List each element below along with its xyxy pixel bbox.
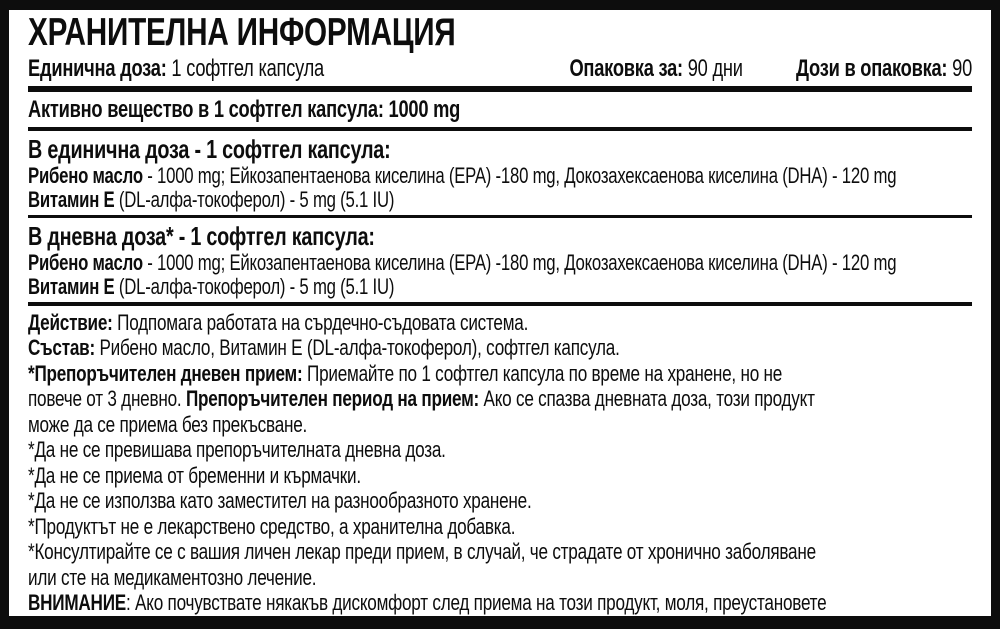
doses-per-package-value: 90 (947, 55, 973, 82)
ingredient-name: Витамин Е (28, 274, 115, 299)
ingredient-detail: (DL-алфа-токоферол) - 5 mg (5.1 IU) (114, 186, 395, 212)
divider-thick (28, 86, 972, 92)
intake-line-1 (28, 361, 972, 387)
intake-label: *Препоръчителен дневен прием: (28, 360, 303, 386)
attention-line (28, 590, 972, 616)
ingredient-name: Витамин Е (28, 186, 115, 212)
unit-dose-section-heading: В единична доза - 1 софтгел капсула: (28, 133, 391, 164)
ingredient-row-fish-oil (28, 164, 972, 188)
ingredient-row-vitamin-e (28, 275, 972, 299)
ingredient-detail: (DL-алфа-токоферол) - 5 mg (5.1 IU) (114, 274, 395, 299)
intake-line-2 (28, 386, 972, 412)
daily-dose-section-heading: В дневна доза* - 1 софтгел капсула: (28, 221, 375, 251)
package-duration-label: Опаковка за: (569, 55, 683, 82)
composition-label: Състав: (28, 335, 95, 360)
ingredient-row-vitamin-e (28, 188, 972, 212)
intake-text: повече от 3 дневно. (28, 386, 186, 411)
doses-per-package (796, 54, 972, 83)
warning-item: *Да не се приема от бременни и кърмачки. (28, 462, 361, 488)
period-label: Препоръчителен период на прием: (185, 386, 479, 411)
unit-dose-section (28, 135, 972, 212)
attention-label: ВНИМАНИЕ (28, 590, 126, 615)
active-substance-line: Активно вещество в 1 софтгел капсула: 1000 mg (28, 96, 461, 123)
ingredient-row-fish-oil (28, 251, 972, 275)
warning-item: *Да не се превишава препоръчителната дневна доза. (28, 437, 446, 462)
intake-line-3: може да се приема без прекъсване. (28, 411, 308, 437)
header-row (28, 54, 972, 83)
ingredient-detail: - 1000 mg; Ейкозапентаенова киселина (EPA) -180 mg, Докозахексаенова киселина (DHA) - 120 mg (142, 250, 897, 275)
ingredient-name: Рибено масло (28, 162, 143, 188)
label-content (28, 11, 973, 629)
action-line (28, 310, 972, 336)
storage-line (28, 616, 972, 629)
action-label: Действие: (28, 309, 113, 335)
warning-item: *Продуктът не е лекарствено средство, а хранителна добавка. (28, 513, 516, 539)
period-text: Ако се спазва дневната доза, този продукт (478, 386, 815, 411)
ingredient-name: Рибено масло (28, 250, 143, 275)
unit-dose-label: Единична доза: (28, 55, 167, 82)
unit-dose (28, 54, 324, 83)
attention-text-cont: приема. (28, 615, 95, 629)
information-block (28, 310, 972, 629)
divider (28, 215, 972, 219)
doses-per-package-label: Дози в опаковка: (796, 55, 948, 82)
package-duration-value: 90 дни (682, 55, 743, 82)
composition-line (28, 335, 972, 361)
consult-line-2: или сте на медикаментозно лечение. (28, 564, 317, 590)
label-title: ХРАНИТЕЛНА ИНФОРМАЦИЯ (28, 11, 456, 54)
storage-text: : При температура до 25°C на сухо и тъмно място. Съхранявайте далеч от деца. (213, 615, 841, 629)
package-duration (569, 54, 742, 83)
action-text: Подпомага работата на сърдечно-съдовата система. (112, 309, 529, 335)
storage-label: СЪХРАНЕНИЕ (94, 615, 214, 629)
ingredient-detail: - 1000 mg; Ейкозапентаенова киселина (EPA) -180 mg, Докозахексаенова киселина (DHA) - 120 mg (142, 162, 897, 188)
warning-item: *Да не се използва като заместител на разнообразното хранене. (28, 488, 532, 513)
divider (28, 127, 972, 131)
daily-dose-section (28, 222, 972, 299)
composition-text: Рибено масло, Витамин Е (DL-алфа-токоферол), софтгел капсула. (94, 335, 620, 360)
unit-dose-value: 1 софтгел капсула (166, 55, 324, 82)
attention-text: : Ако почувствате някакъв дискомфорт след приема на този продукт, моля, преустановете (125, 590, 827, 615)
divider (28, 302, 972, 306)
intake-text: Приемайте по 1 софтгел капсула по време на хранене, но не (302, 360, 783, 386)
consult-line-1: *Консултирайте се с вашия личен лекар преди прием, в случай, че страдате от хронично заболяване (28, 539, 816, 564)
